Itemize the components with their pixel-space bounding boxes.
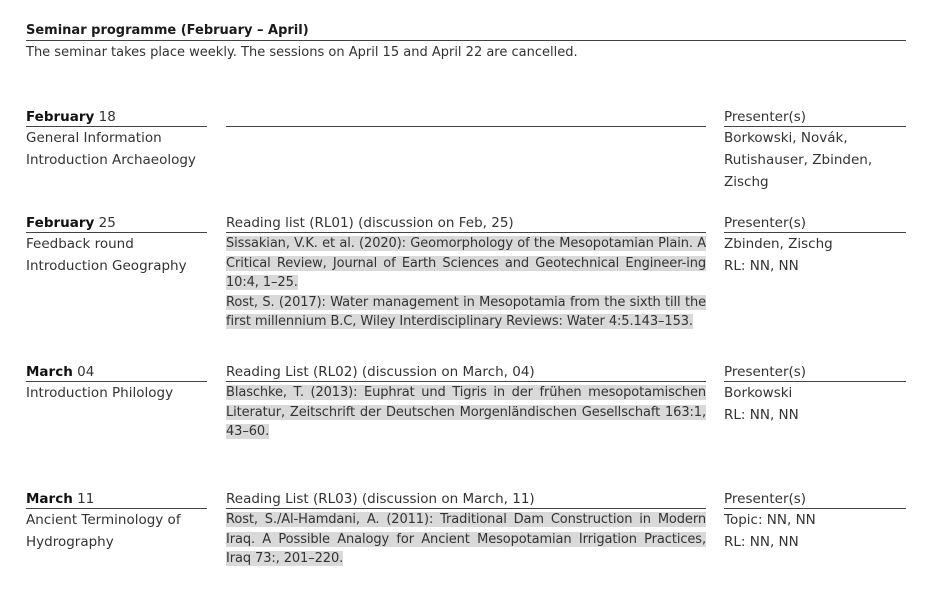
presenter-column — [724, 108, 906, 193]
reference-text: Rost, S./Al-Hamdani, A. (2011): Traditional Dam Construction in Modern Iraq. A Possible Analogy for Ancient Mesopotamian Irrigation Practices, Iraq 73:, 201–220. — [226, 512, 706, 566]
reference-text: Sissakian, V.K. et al. (2020): Geomorphology of the Mesopotamian Plain. A Critical Review, Journal of Earth Sciences and Geotechnical Engineer-ing 10:4, 1–25. — [226, 236, 706, 290]
reference-item — [226, 510, 706, 569]
presenter-line: RL: NN, NN — [724, 407, 799, 423]
session-date — [26, 363, 207, 382]
presenter-line: Rutishauser, Zbinden, — [724, 152, 873, 168]
reference-list — [226, 383, 706, 442]
presenter-line: Borkowski, Novák, — [724, 130, 848, 146]
programme-description: The seminar takes place weekly. The sessions on April 15 and April 22 are cancelled. — [26, 45, 578, 60]
session-date — [26, 108, 207, 127]
reference-list — [226, 234, 706, 332]
presenter-line: RL: NN, NN — [724, 258, 799, 274]
presenter-header: Presenter(s) — [724, 214, 906, 233]
reading-list-column — [226, 108, 706, 127]
session-month: March — [26, 364, 73, 380]
session-month: March — [26, 491, 73, 507]
session-month: February — [26, 109, 95, 125]
reading-list-header: Reading List (RL02) (discussion on March, 04) — [226, 363, 706, 382]
programme-title: Seminar programme (February – April) — [26, 22, 906, 41]
reference-item — [226, 234, 706, 293]
session-topic: Introduction Philology — [26, 385, 174, 401]
session-day: 25 — [98, 215, 116, 231]
session-topic: Introduction Geography — [26, 258, 187, 274]
reading-list-header: Reading List (RL03) (discussion on March, 11) — [226, 490, 706, 509]
presenter-header: Presenter(s) — [724, 490, 906, 509]
presenter-header: Presenter(s) — [724, 108, 906, 127]
session-topic: Hydrography — [26, 534, 114, 550]
session-month: February — [26, 215, 95, 231]
reading-list-column — [226, 363, 706, 442]
presenter-line: Zischg — [724, 174, 769, 190]
presenter-line: Borkowski — [724, 385, 793, 401]
session-date-column — [26, 108, 207, 171]
reference-item — [226, 293, 706, 332]
presenter-line: Zbinden, Zischg — [724, 236, 833, 252]
reference-list — [226, 510, 706, 569]
reference-text: Rost, S. (2017): Water management in Mesopotamia from the sixth till the first millennium B.C, Wiley Interdisciplinary Reviews: Water 4:5.143–153. — [226, 294, 706, 329]
presenter-column — [724, 490, 906, 553]
reading-list-header — [226, 108, 706, 127]
presenter-header: Presenter(s) — [724, 363, 906, 382]
presenter-column — [724, 214, 906, 277]
session-topic: Feedback round — [26, 236, 134, 252]
session-topic: Ancient Terminology of — [26, 512, 181, 528]
reading-list-header: Reading list (RL01) (discussion on Feb, 25) — [226, 214, 706, 233]
reading-list-column — [226, 490, 706, 569]
session-day: 04 — [77, 364, 95, 380]
presenter-line: Topic: NN, NN — [724, 512, 816, 528]
session-date-column — [26, 214, 207, 277]
reference-text: Blaschke, T. (2013): Euphrat und Tigris in der frühen mesopotamischen Literatur, Zeitschrift der Deutschen Morgenländischen Gesellschaft 163:1, 43–60. — [226, 385, 706, 439]
presenter-column — [724, 363, 906, 426]
reference-item — [226, 383, 706, 442]
session-date — [26, 214, 207, 233]
session-date-column — [26, 363, 207, 404]
session-date — [26, 490, 207, 509]
presenter-line: RL: NN, NN — [724, 534, 799, 550]
session-topic: General Information — [26, 130, 162, 146]
session-day: 18 — [98, 109, 116, 125]
session-day: 11 — [77, 491, 95, 507]
reading-list-column — [226, 214, 706, 332]
session-date-column — [26, 490, 207, 553]
session-topic: Introduction Archaeology — [26, 152, 196, 168]
